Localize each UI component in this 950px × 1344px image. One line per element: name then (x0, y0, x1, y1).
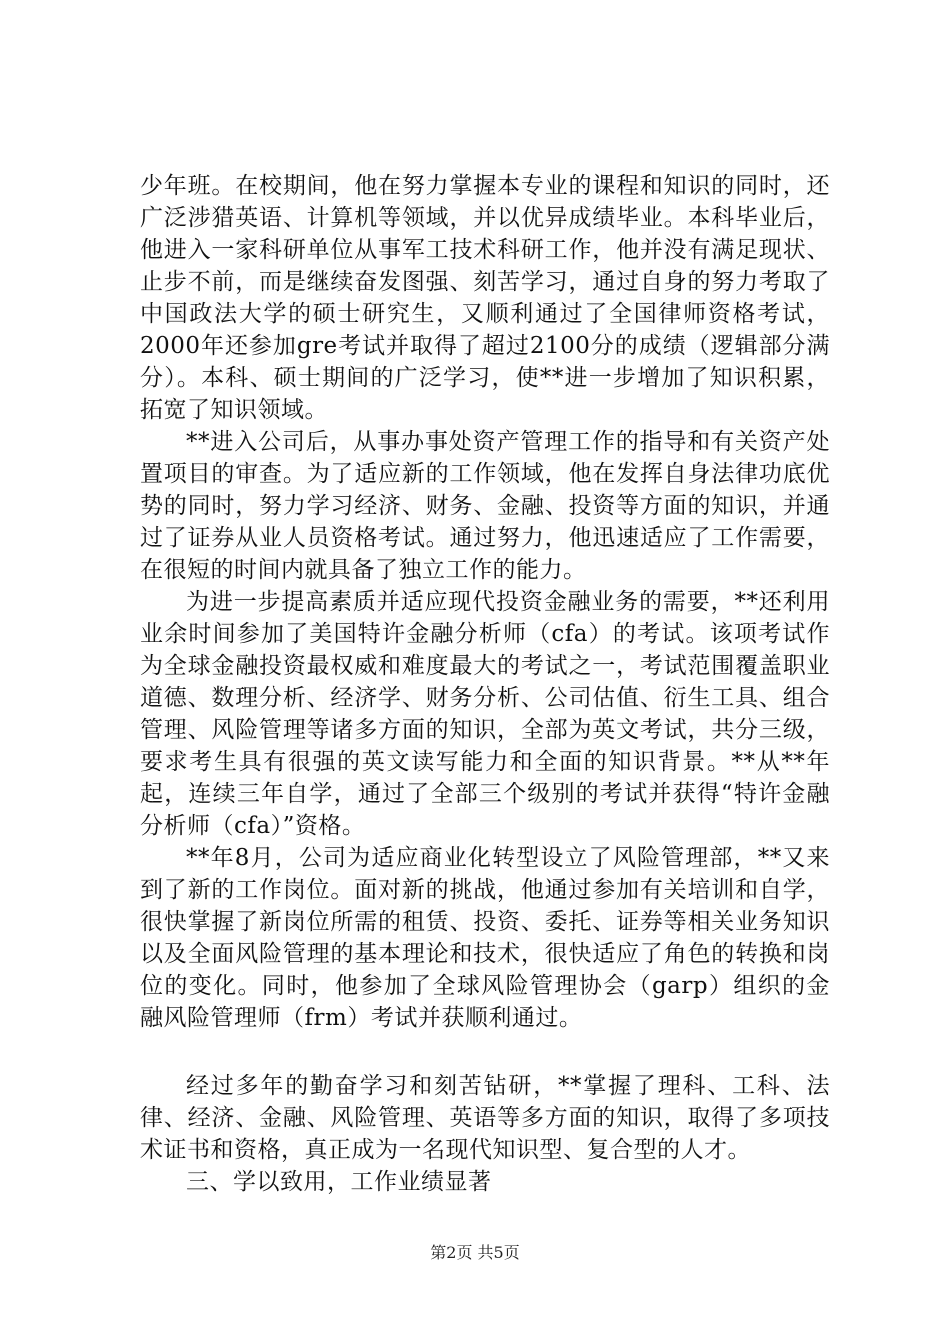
paragraph-5: 经过多年的勤奋学习和刻苦钻研，**掌握了理科、工科、法律、经济、金融、风险管理、英语等多方面的知识，取得了多项技术证书和资格，真正成为一名现代知识型、复合型的人才。 (140, 1073, 830, 1163)
section-heading: 三、学以致用，工作业绩显著 (186, 1169, 492, 1195)
paragraph-1: 少年班。在校期间，他在努力掌握本专业的课程和知识的同时，还广泛涉猎英语、计算机等领域，并以优异成绩毕业。本科毕业后，他进入一家科研单位从事军工技术科研工作，他并没有满足现状、止步不前，而是继续奋发图强、刻苦学习，通过自身的努力考取了中国政法大学的硕士研究生，又顺利通过了全国律师资格考试，2000年还参加gre考试并取得了超过2100分的成绩（逻辑部分满分）。本科、硕士期间的广泛学习，使**进一步增加了知识积累，拓宽了知识领域。 (140, 173, 830, 423)
document-body (140, 170, 830, 1198)
paragraph-2: **进入公司后，从事办事处资产管理工作的指导和有关资产处置项目的审查。为了适应新的工作领域，他在发挥自身法律功底优势的同时，努力学习经济、财务、金融、投资等方面的知识，并通过了证券从业人员资格考试。通过努力，他迅速适应了工作需要，在很短的时间内就具备了独立工作的能力。 (140, 429, 830, 583)
paragraph-gap (140, 1034, 830, 1070)
paragraph-3: 为进一步提高素质并适应现代投资金融业务的需要，**还利用业余时间参加了美国特许金融分析师（cfa）的考试。该项考试作为全球金融投资最权威和难度最大的考试之一，考试范围覆盖职业道德、数理分析、经济学、财务分析、公司估值、衍生工具、组合管理、风险管理等诸多方面的知识，全部为英文考试，共分三级，要求考生具有很强的英文读写能力和全面的知识背景。**从**年起，连续三年自学，通过了全部三个级别的考试并获得“特许金融分析师（cfa）”资格。 (140, 589, 830, 839)
paragraph-4: **年8月，公司为适应商业化转型设立了风险管理部，**又来到了新的工作岗位。面对新的挑战，他通过参加有关培训和自学，很快掌握了新岗位所需的租赁、投资、委托、证券等相关业务知识以及全面风险管理的基本理论和技术，很快适应了角色的转换和岗位的变化。同时，他参加了全球风险管理协会（garp）组织的金融风险管理师（frm）考试并获顺利通过。 (140, 845, 830, 1031)
page-footer: 第2页 共5页 (430, 1243, 520, 1262)
